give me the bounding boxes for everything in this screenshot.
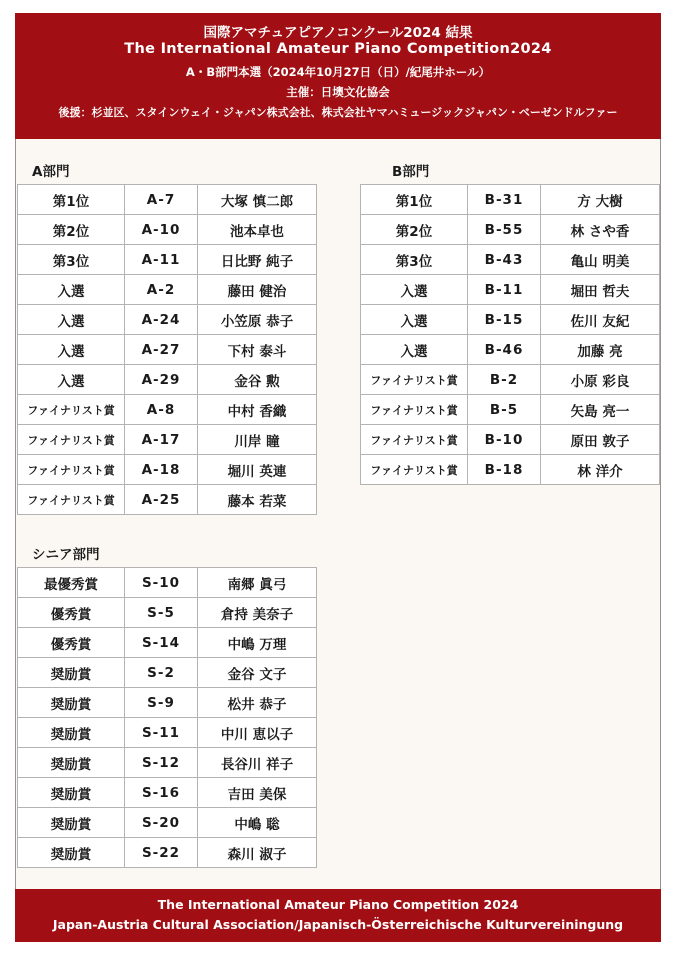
- table-row: [18, 215, 317, 245]
- table-row: [18, 185, 317, 215]
- footer-line-1: The International Amateur Piano Competition 2024: [157, 897, 519, 912]
- winner-name-cell: 南郷 眞弓: [198, 568, 317, 598]
- winner-name-cell: 矢島 亮一: [541, 395, 660, 425]
- event-subtitle: A・B部門本選（2024年10月27日（日）/紀尾井ホール）: [185, 65, 491, 79]
- table-row: [361, 455, 660, 485]
- table-row: [18, 425, 317, 455]
- entry-code-cell: S-14: [125, 628, 198, 658]
- table-row: [18, 658, 317, 688]
- winner-name-cell: 下村 泰斗: [198, 335, 317, 365]
- results-table-b: [360, 184, 660, 485]
- winner-name-cell: 方 大樹: [541, 185, 660, 215]
- winner-name-cell: 倉持 美奈子: [198, 598, 317, 628]
- prize-cell: 第2位: [18, 215, 125, 245]
- winner-name-cell: 林 洋介: [541, 455, 660, 485]
- results-table-a: [17, 184, 317, 515]
- results-table-senior: [17, 567, 317, 868]
- prize-cell: ファイナリスト賞: [361, 455, 468, 485]
- entry-code-cell: A-25: [125, 485, 198, 515]
- prize-cell: 入選: [361, 335, 468, 365]
- prize-cell: 第1位: [361, 185, 468, 215]
- winner-name-cell: 吉田 美保: [198, 778, 317, 808]
- prize-cell: 奨励賞: [18, 718, 125, 748]
- winner-name-cell: 大塚 慎二郎: [198, 185, 317, 215]
- entry-code-cell: A-8: [125, 395, 198, 425]
- winner-name-cell: 森川 淑子: [198, 838, 317, 868]
- winner-name-cell: 金谷 勲: [198, 365, 317, 395]
- prize-cell: ファイナリスト賞: [18, 455, 125, 485]
- table-row: [18, 628, 317, 658]
- entry-code-cell: S-20: [125, 808, 198, 838]
- prize-cell: 最優秀賞: [18, 568, 125, 598]
- winner-name-cell: 藤本 若菜: [198, 485, 317, 515]
- winner-name-cell: 松井 恭子: [198, 688, 317, 718]
- entry-code-cell: S-10: [125, 568, 198, 598]
- winner-name-cell: 中嶋 聡: [198, 808, 317, 838]
- prize-cell: ファイナリスト賞: [18, 485, 125, 515]
- table-row: [18, 245, 317, 275]
- table-row: [361, 185, 660, 215]
- entry-code-cell: S-2: [125, 658, 198, 688]
- table-row: [18, 718, 317, 748]
- entry-code-cell: B-31: [468, 185, 541, 215]
- winner-name-cell: 小原 彩良: [541, 365, 660, 395]
- winner-name-cell: 中嶋 万理: [198, 628, 317, 658]
- prize-cell: ファイナリスト賞: [361, 425, 468, 455]
- prize-cell: ファイナリスト賞: [361, 365, 468, 395]
- prize-cell: 奨励賞: [18, 658, 125, 688]
- entry-code-cell: B-18: [468, 455, 541, 485]
- footer-line-2: Japan-Austria Cultural Association/Japanisch-Österreichische Kulturvereiningung: [52, 917, 624, 932]
- winner-name-cell: 加藤 亮: [541, 335, 660, 365]
- title-english: The International Amateur Piano Competition2024: [124, 41, 552, 57]
- table-row: [18, 598, 317, 628]
- entry-code-cell: S-16: [125, 778, 198, 808]
- prize-cell: 第3位: [361, 245, 468, 275]
- entry-code-cell: S-11: [125, 718, 198, 748]
- prize-cell: 優秀賞: [18, 628, 125, 658]
- table-row: [361, 215, 660, 245]
- winner-name-cell: 中川 恵以子: [198, 718, 317, 748]
- entry-code-cell: A-17: [125, 425, 198, 455]
- winner-name-cell: 金谷 文子: [198, 658, 317, 688]
- entry-code-cell: B-43: [468, 245, 541, 275]
- table-row: [361, 425, 660, 455]
- table-row: [361, 305, 660, 335]
- table-row: [361, 395, 660, 425]
- table-row: [361, 335, 660, 365]
- prize-cell: 入選: [361, 275, 468, 305]
- table-row: [18, 335, 317, 365]
- table-row: [361, 365, 660, 395]
- entry-code-cell: A-18: [125, 455, 198, 485]
- winner-name-cell: 長谷川 祥子: [198, 748, 317, 778]
- entry-code-cell: B-46: [468, 335, 541, 365]
- entry-code-cell: A-10: [125, 215, 198, 245]
- page-header: [15, 13, 661, 139]
- entry-code-cell: S-5: [125, 598, 198, 628]
- entry-code-cell: B-5: [468, 395, 541, 425]
- entry-code-cell: A-7: [125, 185, 198, 215]
- entry-code-cell: B-11: [468, 275, 541, 305]
- entry-code-cell: B-10: [468, 425, 541, 455]
- section-title-a: A部門: [32, 164, 70, 180]
- entry-code-cell: A-24: [125, 305, 198, 335]
- winner-name-cell: 原田 敦子: [541, 425, 660, 455]
- table-row: [18, 688, 317, 718]
- prize-cell: 入選: [18, 365, 125, 395]
- table-row: [18, 455, 317, 485]
- winner-name-cell: 藤田 健治: [198, 275, 317, 305]
- table-row: [18, 305, 317, 335]
- sponsors-line: 後援：杉並区、スタインウェイ・ジャパン株式会社、株式会社ヤマハミュージックジャパン・ベーゼンドルファー: [58, 106, 618, 119]
- entry-code-cell: S-9: [125, 688, 198, 718]
- winner-name-cell: 中村 香織: [198, 395, 317, 425]
- winner-name-cell: 川岸 瞳: [198, 425, 317, 455]
- table-row: [18, 365, 317, 395]
- prize-cell: 入選: [18, 275, 125, 305]
- winner-name-cell: 林 さや香: [541, 215, 660, 245]
- entry-code-cell: A-29: [125, 365, 198, 395]
- prize-cell: ファイナリスト賞: [18, 425, 125, 455]
- table-row: [18, 568, 317, 598]
- winner-name-cell: 小笠原 恭子: [198, 305, 317, 335]
- table-row: [18, 838, 317, 868]
- entry-code-cell: A-2: [125, 275, 198, 305]
- prize-cell: 奨励賞: [18, 808, 125, 838]
- winner-name-cell: 佐川 友紀: [541, 305, 660, 335]
- prize-cell: 入選: [18, 305, 125, 335]
- prize-cell: 第2位: [361, 215, 468, 245]
- prize-cell: 入選: [18, 335, 125, 365]
- table-row: [18, 485, 317, 515]
- winner-name-cell: 日比野 純子: [198, 245, 317, 275]
- section-title-b: B部門: [392, 164, 430, 180]
- entry-code-cell: B-2: [468, 365, 541, 395]
- table-row: [18, 748, 317, 778]
- prize-cell: 第3位: [18, 245, 125, 275]
- prize-cell: ファイナリスト賞: [18, 395, 125, 425]
- table-row: [18, 275, 317, 305]
- prize-cell: 奨励賞: [18, 838, 125, 868]
- entry-code-cell: S-12: [125, 748, 198, 778]
- title-japanese: 国際アマチュアピアノコンクール2024 結果: [203, 25, 473, 41]
- organizer-line: 主催：日墺文化協会: [286, 85, 390, 99]
- winner-name-cell: 堀田 哲夫: [541, 275, 660, 305]
- table-row: [18, 808, 317, 838]
- entry-code-cell: S-22: [125, 838, 198, 868]
- winner-name-cell: 亀山 明美: [541, 245, 660, 275]
- table-row: [18, 395, 317, 425]
- winner-name-cell: 堀川 英連: [198, 455, 317, 485]
- prize-cell: 優秀賞: [18, 598, 125, 628]
- entry-code-cell: B-55: [468, 215, 541, 245]
- prize-cell: 入選: [361, 305, 468, 335]
- prize-cell: 奨励賞: [18, 748, 125, 778]
- prize-cell: ファイナリスト賞: [361, 395, 468, 425]
- entry-code-cell: A-27: [125, 335, 198, 365]
- winner-name-cell: 池本卓也: [198, 215, 317, 245]
- section-title-senior: シニア部門: [32, 547, 100, 563]
- table-row: [361, 275, 660, 305]
- prize-cell: 第1位: [18, 185, 125, 215]
- prize-cell: 奨励賞: [18, 778, 125, 808]
- prize-cell: 奨励賞: [18, 688, 125, 718]
- page-footer: [15, 889, 661, 942]
- entry-code-cell: B-15: [468, 305, 541, 335]
- table-row: [18, 778, 317, 808]
- table-row: [361, 245, 660, 275]
- entry-code-cell: A-11: [125, 245, 198, 275]
